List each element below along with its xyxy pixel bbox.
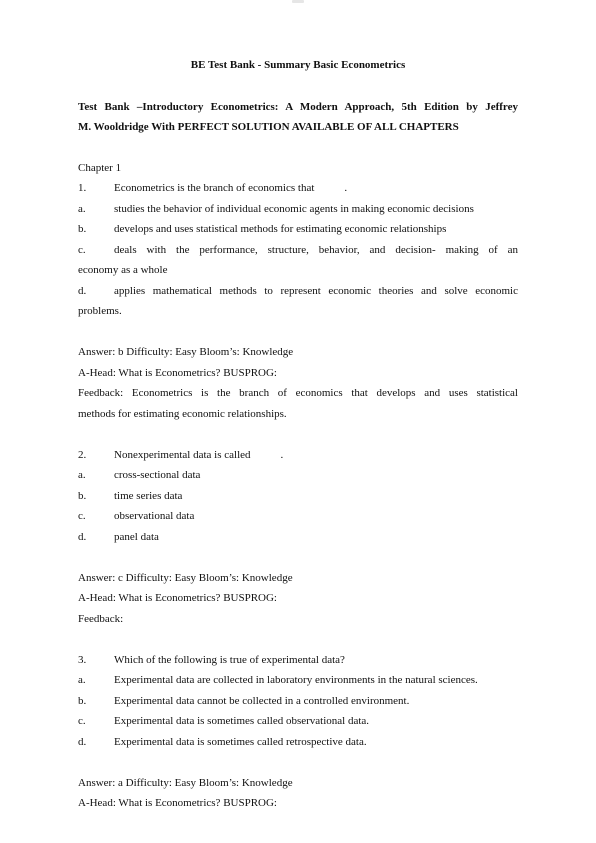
question-text: Nonexperimental data is called xyxy=(114,448,251,461)
question-number: 1. xyxy=(78,182,87,194)
option-text: Experimental data is sometimes called observational data. xyxy=(114,715,370,727)
document-subtitle xyxy=(78,97,518,138)
option-continuation: problems. xyxy=(78,305,122,317)
question-stem xyxy=(78,445,518,466)
option-letter: b. xyxy=(78,694,87,707)
option-text: cross-sectional data xyxy=(114,469,201,481)
question-blank-end: . xyxy=(280,448,284,461)
option-c xyxy=(78,506,518,527)
subtitle-line-2: M. Wooldridge With PERFECT SOLUTION AVAILABLE OF ALL CHAPTERS xyxy=(78,121,459,133)
question-stem xyxy=(78,650,518,671)
option-letter: c. xyxy=(78,243,86,256)
option-b xyxy=(78,219,518,240)
chapter-heading: Chapter 1 xyxy=(78,161,122,174)
question-text: Which of the following is true of experimental data? xyxy=(114,653,345,666)
option-letter: c. xyxy=(78,510,86,522)
feedback-line-1: Feedback: xyxy=(78,612,124,625)
question-blank-end: . xyxy=(344,182,348,194)
option-text: applies mathematical methods to represent economic theories and solve economic xyxy=(114,284,518,297)
option-a xyxy=(78,199,518,220)
option-text: Experimental data is sometimes called retrospective data. xyxy=(114,735,367,748)
option-c xyxy=(78,711,518,732)
option-letter: d. xyxy=(78,735,87,748)
answer-line: Answer: b Difficulty: Easy Bloom’s: Knowledge xyxy=(78,346,294,358)
option-text: time series data xyxy=(114,489,183,502)
a-head-line: A-Head: What is Econometrics? BUSPROG: xyxy=(78,592,277,604)
option-b xyxy=(78,691,518,712)
feedback-line-1: Feedback: Econometrics is the branch of economics that develops and uses statistical xyxy=(78,387,518,399)
a-head-line: A-Head: What is Econometrics? BUSPROG: xyxy=(78,797,277,809)
feedback-line-2: methods for estimating economic relationships. xyxy=(78,407,287,420)
option-b xyxy=(78,486,518,507)
question-2 xyxy=(78,445,518,630)
option-text: panel data xyxy=(114,530,159,543)
page-top-marker xyxy=(292,0,304,3)
option-a xyxy=(78,670,518,691)
option-c xyxy=(78,240,518,261)
option-text: Experimental data are collected in laboratory environments in the natural sciences. xyxy=(114,674,478,686)
option-text: Experimental data cannot be collected in a controlled environment. xyxy=(114,694,410,707)
question-stem xyxy=(78,178,518,199)
option-d xyxy=(78,527,518,548)
question-number: 3. xyxy=(78,653,87,666)
option-letter: d. xyxy=(78,284,87,297)
option-text: observational data xyxy=(114,510,195,522)
option-letter: b. xyxy=(78,489,87,502)
option-letter: a. xyxy=(78,674,86,686)
option-letter: a. xyxy=(78,469,86,481)
option-text: deals with the performance, structure, behavior, and decision- making of an xyxy=(114,243,518,256)
option-d xyxy=(78,281,518,302)
option-continuation: economy as a whole xyxy=(78,264,168,276)
answer-line: Answer: c Difficulty: Easy Bloom’s: Knowledge xyxy=(78,571,293,584)
document-title: BE Test Bank - Summary Basic Econometrics xyxy=(190,59,406,71)
question-3 xyxy=(78,650,518,814)
a-head-line: A-Head: What is Econometrics? BUSPROG: xyxy=(78,366,277,379)
option-letter: b. xyxy=(78,223,87,235)
question-number: 2. xyxy=(78,448,87,461)
option-letter: d. xyxy=(78,530,87,543)
option-letter: c. xyxy=(78,715,86,727)
subtitle-line-1: Test Bank –Introductory Econometrics: A Modern Approach, 5th Edition by Jeffrey xyxy=(78,100,518,113)
answer-line: Answer: a Difficulty: Easy Bloom’s: Knowledge xyxy=(78,776,293,789)
option-text: studies the behavior of individual economic agents in making economic decisions xyxy=(114,202,474,215)
question-1 xyxy=(78,178,518,424)
option-letter: a. xyxy=(78,202,86,215)
option-d xyxy=(78,732,518,753)
option-a xyxy=(78,465,518,486)
document-body xyxy=(78,55,518,814)
question-text: Econometrics is the branch of economics that xyxy=(114,182,315,194)
option-text: develops and uses statistical methods for estimating economic relationships xyxy=(114,223,447,235)
